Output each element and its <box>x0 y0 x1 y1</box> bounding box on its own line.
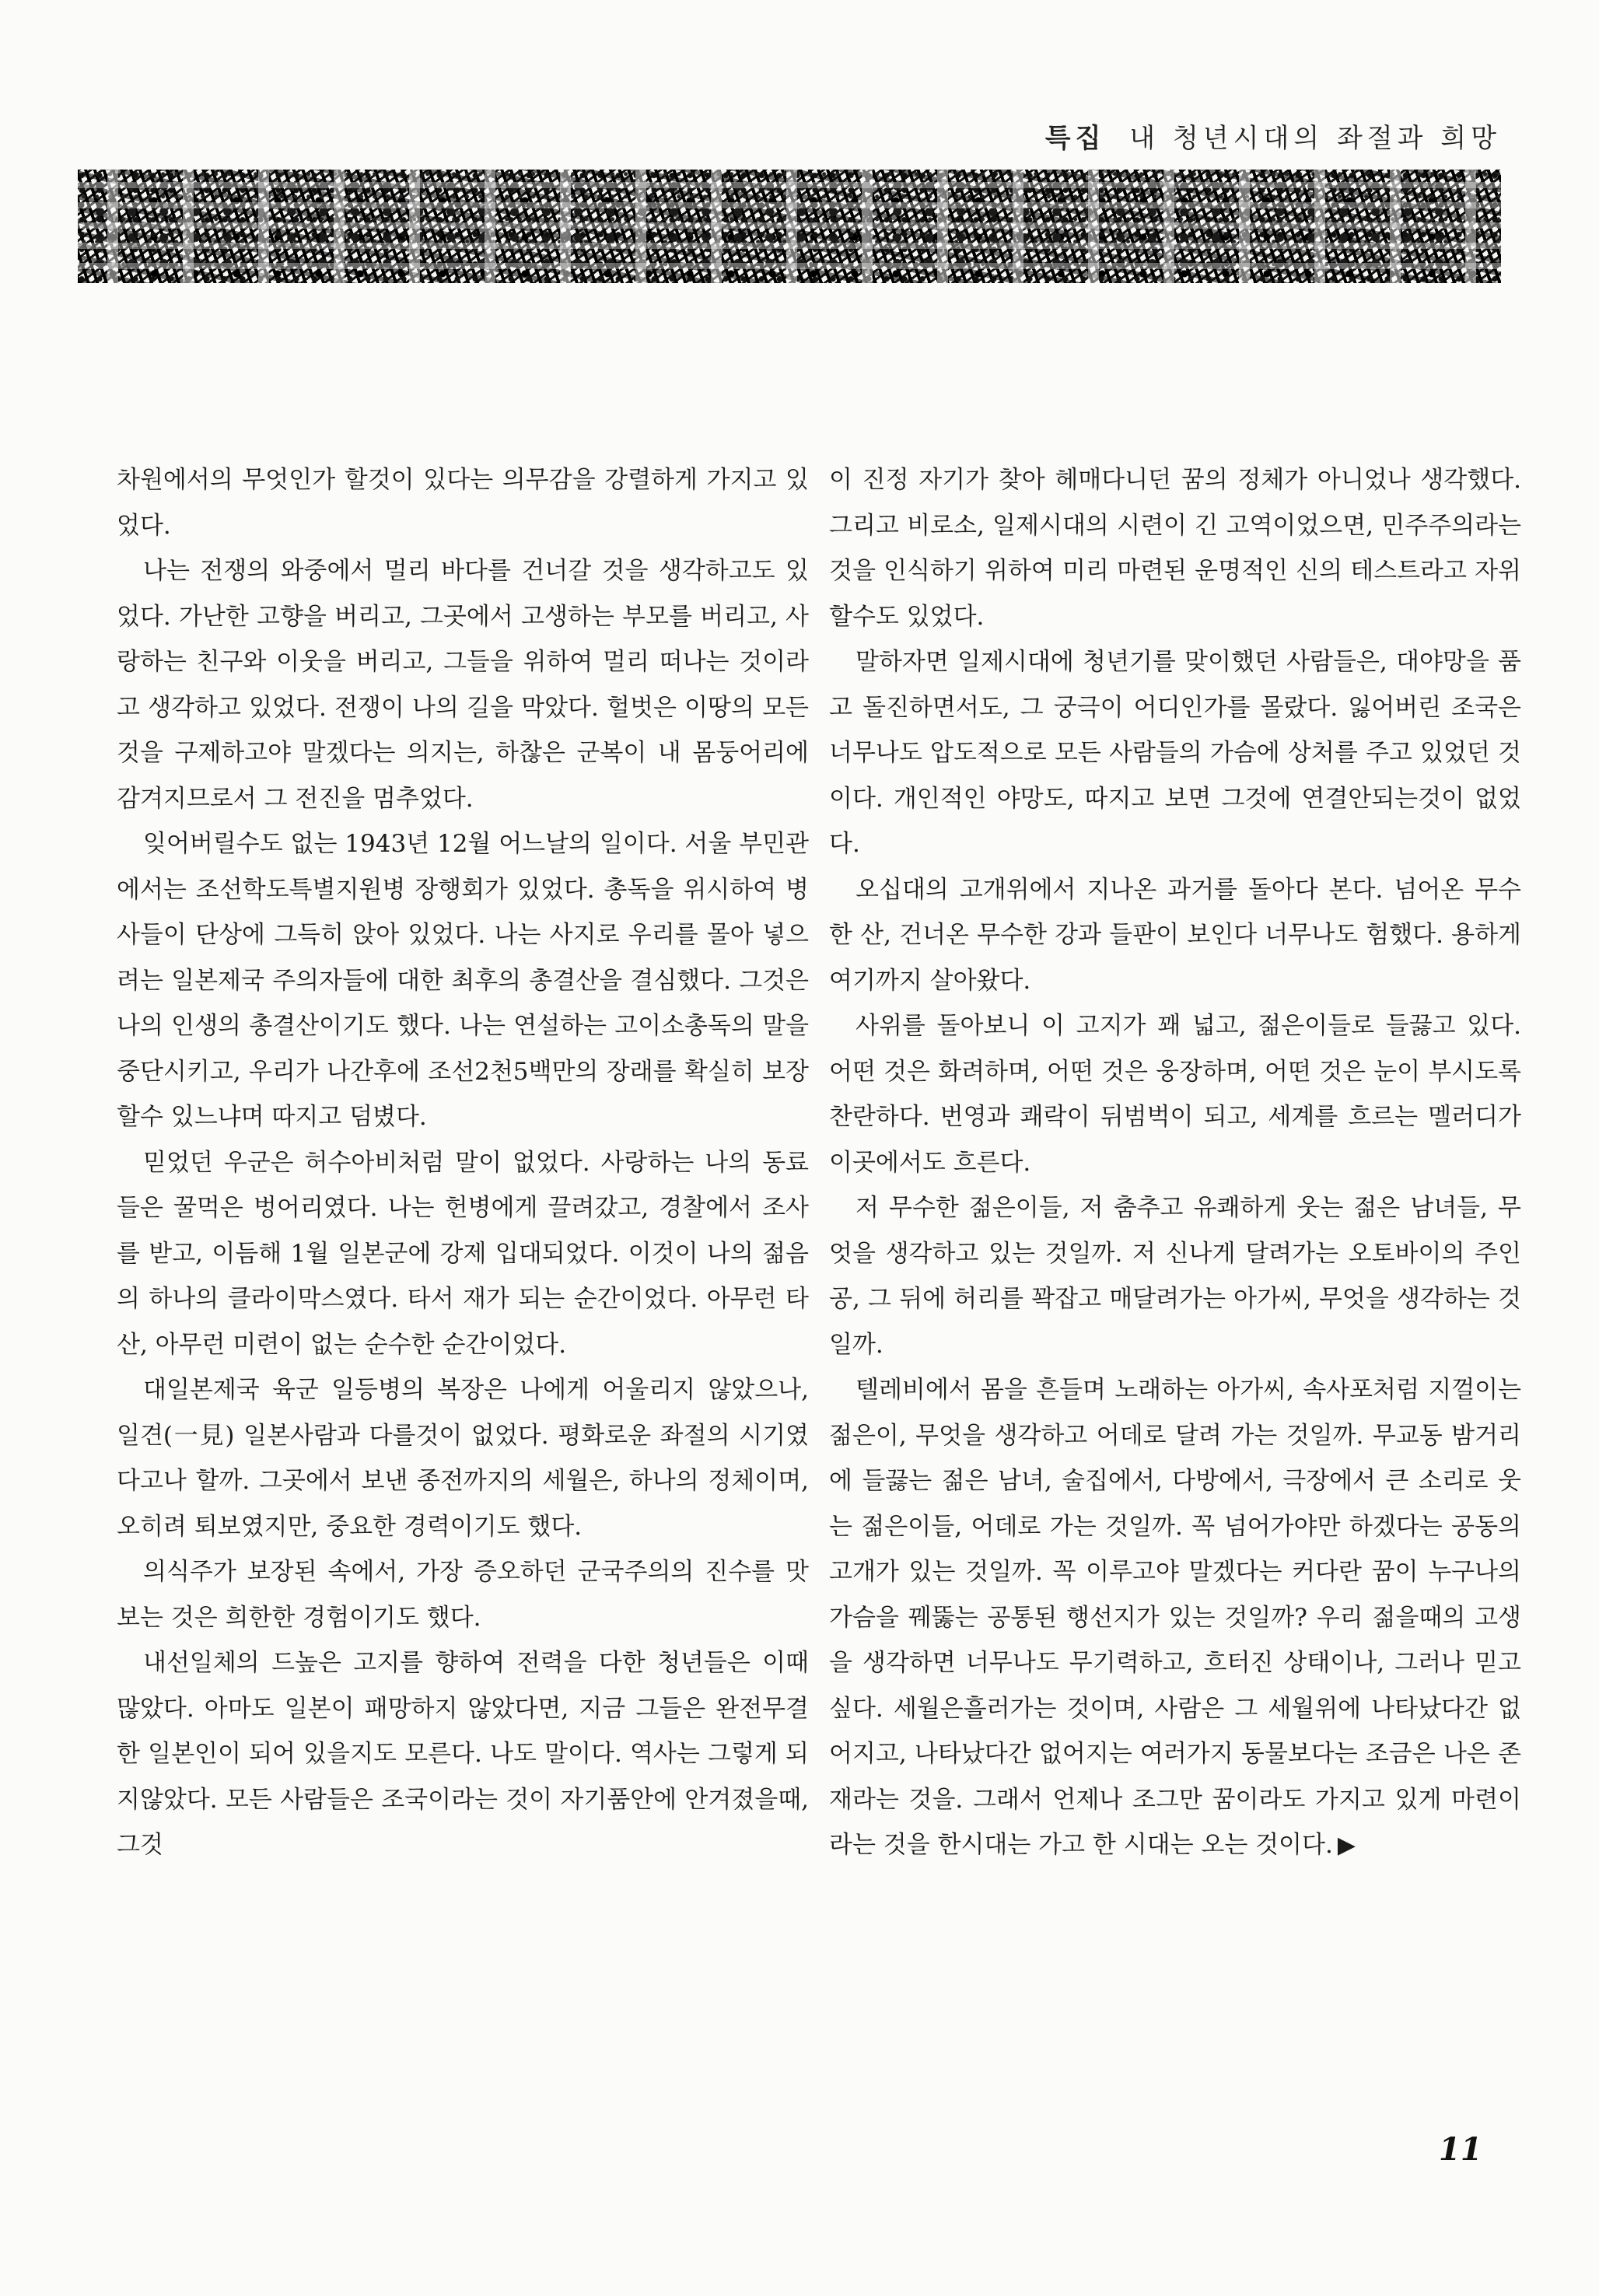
feature-title: 내 청년시대의 좌절과 희망 <box>1129 123 1501 154</box>
left-column <box>117 457 809 1868</box>
paragraph: 말하자면 일제시대에 청년기를 맞이했던 사람들은, 대야망을 품고 돌진하면서도, 그 궁극이 어디인가를 몰랐다. 잃어버린 조국은 너무나도 압도적으로 모든 사람들의 가슴에 상처를 주고 있었던 것이다. 개인적인 야망도, 따지고 보면 그것에 연결안되는것이 없었다. <box>829 648 1521 858</box>
paragraph: 잊어버릴수도 없는 1943년 12월 어느날의 일이다. 서울 부민관에서는 조선학도특별지원병 장행회가 있었다. 총독을 위시하여 병사들이 단상에 그득히 앉아 있었다. 나는 사지로 우리를 몰아 넣으려는 일본제국 주의자들에 대한 최후의 총결산을 결심했다. 그것은 나의 인생의 총결산이기도 했다. 나는 연설하는 고이소총독의 말을 중단시키고, 우리가 나간후에 조선2천5백만의 장래를 확실히 보장할수 있느냐며 따지고 덤볐다. <box>117 830 809 1131</box>
paragraph: 차원에서의 무엇인가 할것이 있다는 의무감을 강렬하게 가지고 있었다. <box>117 466 809 540</box>
paragraph: 나는 전쟁의 와중에서 멀리 바다를 건너갈 것을 생각하고도 있었다. 가난한 고향을 버리고, 그곳에서 고생하는 부모를 버리고, 사랑하는 친구와 이웃을 버리고, 그들을 위하여 멀리 떠나는 것이라고 생각하고 있었다. 전쟁이 나의 길을 막았다. 헐벗은 이땅의 모든 것을 구제하고야 말겠다는 의지는, 하찮은 군복이 내 몸둥어리에 감겨지므로서 그 전진을 멈추었다. <box>117 557 809 813</box>
paragraph: 오십대의 고개위에서 지나온 과거를 돌아다 본다. 넘어온 무수한 산, 건너온 무수한 강과 들판이 보인다 너무나도 험했다. 용하게 여기까지 살아왔다. <box>829 875 1521 995</box>
feature-header <box>894 117 1501 155</box>
paragraph: 믿었던 우군은 허수아비처럼 말이 없었다. 사랑하는 나의 동료들은 꿀먹은 벙어리였다. 나는 헌병에게 끌려갔고, 경찰에서 조사를 받고, 이듬해 1월 일본군에 강제 입대되었다. 이것이 나의 젊음의 하나의 클라이막스였다. 타서 재가 되는 순간이었다. 아무런 타산, 아무런 미련이 없는 순수한 순간이었다. <box>117 1148 809 1359</box>
end-mark-icon: ▶ <box>1337 1832 1356 1859</box>
paragraph: 대일본제국 육군 일등병의 복장은 나에게 어울리지 않았으나, 일견(一見) 일본사람과 다를것이 없었다. 평화로운 좌절의 시기였다고나 할까. 그곳에서 보낸 종전까지의 세월은, 하나의 정체이며, 오히려 퇴보였지만, 중요한 경력이기도 했다. <box>117 1376 809 1541</box>
section-tag: 특집 <box>1044 123 1106 154</box>
halftone-banner-texture <box>78 170 1501 283</box>
right-column <box>829 457 1521 1869</box>
page-number: 11 <box>1439 2131 1482 2168</box>
paragraph: 내선일체의 드높은 고지를 향하여 전력을 다한 청년들은 이때 많았다. 아마도 일본이 패망하지 않았다면, 지금 그들은 완전무결한 일본인이 되어 있을지도 모른다. 나도 말이다. 역사는 그렇게 되지않았다. 모든 사람들은 조국이라는 것이 자기품안에 안겨졌을때, 그것 <box>117 1649 809 1859</box>
paragraph: 저 무수한 젊은이들, 저 춤추고 유쾌하게 웃는 젊은 남녀들, 무엇을 생각하고 있는 것일까. 저 신나게 달려가는 오토바이의 주인공, 그 뒤에 허리를 꽉잡고 매달려가는 아가씨, 무엇을 생각하는 것일까. <box>829 1194 1521 1359</box>
paragraph: 이 진정 자기가 찾아 헤매다니던 꿈의 정체가 아니었나 생각했다. 그리고 비로소, 일제시대의 시련이 긴 고역이었으면, 민주주의라는 것을 인식하기 위하여 미리 마련된 운명적인 신의 테스트라고 자위할수도 있었다. <box>829 466 1521 631</box>
paragraph <box>829 1367 1521 1869</box>
paragraph-text: 텔레비에서 몸을 흔들며 노래하는 아가씨, 속사포처럼 지껄이는 젊은이, 무엇을 생각하고 어데로 달려 가는 것일까. 무교동 밤거리에 들끓는 젊은 남녀, 술집에서, 다방에서, 극장에서 큰 소리로 웃는 젊은이들, 어데로 가는 것일까. 꼭 넘어가야만 하겠다는 공동의 고개가 있는 것일까. 꼭 이루고야 말겠다는 커다란 꿈이 누구나의 가슴을 꿰뚫는 공통된 행선지가 있는 것일까? 우리 젊을때의 고생을 생각하면 너무나도 무기력하고, 흐터진 상태이나, 그러나 믿고싶다. 세월은흘러가는 것이며, 사람은 그 세월위에 나타났다간 없어지고, 나타났다간 없어지는 여러가지 동물보다는 조금은 나은 존재라는 것을. 그래서 언제나 조그만 꿈이라도 가지고 있게 마련이라는 것을 한시대는 가고 한 시대는 오는 것이다. <box>829 1376 1521 1859</box>
paragraph: 의식주가 보장된 속에서, 가장 증오하던 군국주의의 진수를 맛보는 것은 희한한 경험이기도 했다. <box>117 1558 809 1632</box>
paragraph: 사위를 돌아보니 이 고지가 꽤 넓고, 젊은이들로 들끓고 있다. 어떤 것은 화려하며, 어떤 것은 웅장하며, 어떤 것은 눈이 부시도록 찬란하다. 번영과 쾌락이 뒤범벅이 되고, 세계를 흐르는 멜러디가 이곳에서도 흐른다. <box>829 1012 1521 1177</box>
